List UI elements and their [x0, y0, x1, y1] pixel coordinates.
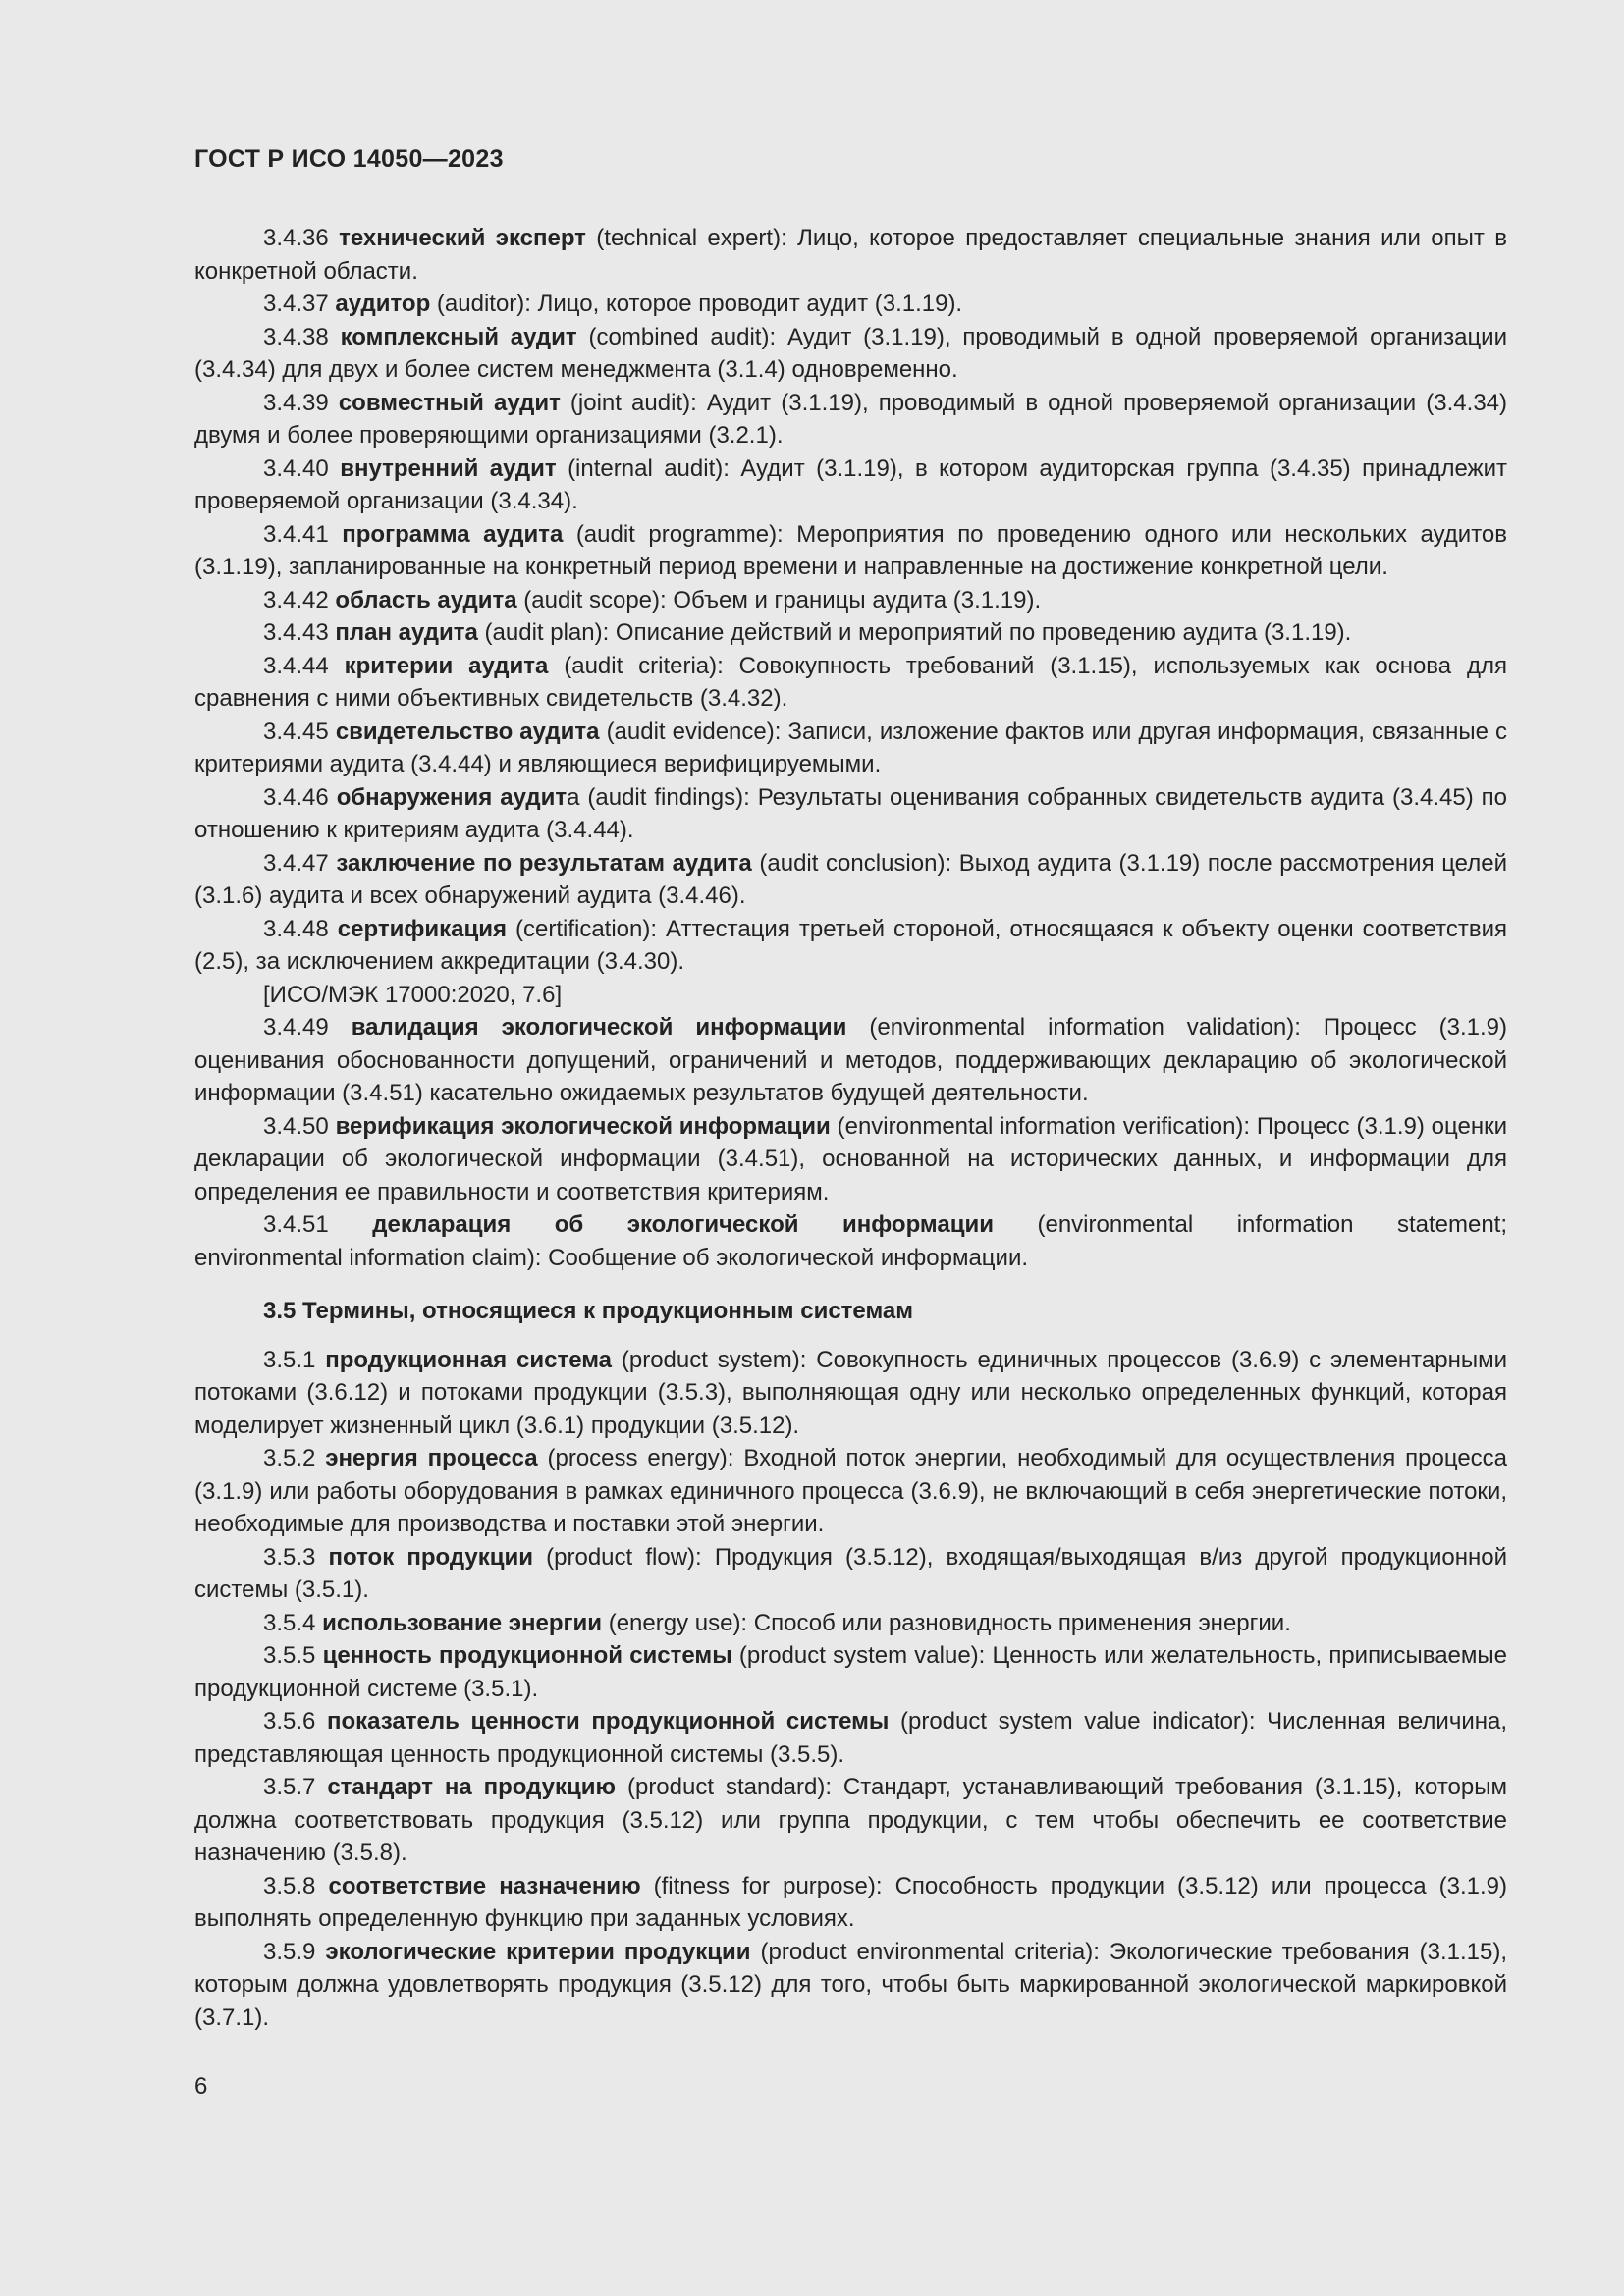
term-definition: (environmental information validation): Процесс (3.1.9) оценивания обоснованности допущений, ограничений и методов, поддерживающих декларацию об экологической информации (3.4.51) касательно ожидаемых результатов будущей деятельности.	[194, 1014, 1507, 1106]
term-title: использование энергии	[322, 1609, 603, 1636]
term-title: стандарт на продукцию	[327, 1774, 617, 1800]
term-definition: (product environmental criteria): Экологические требования (3.1.15), которым должна удовлетворять продукция (3.5.12) для того, чтобы быть маркированной экологической маркировкой (3.7.1).	[194, 1938, 1508, 2031]
term-definition: (process energy): Входной поток энергии, необходимый для осуществления процесса (3.1.9) или работы оборудования в рамках единичного процесса (3.6.9), не включающий в себя энергетические потоки, необходимые для производства и поставки этой энергии.	[194, 1445, 1508, 1537]
entry-number: 3.4.39	[263, 389, 329, 416]
entry-number: 3.5.3	[263, 1543, 316, 1571]
term-definition: (product standard): Стандарт, устанавливающий требования (3.1.15), которым должна соответствовать продукция (3.5.12) или группа продукции, с тем чтобы обеспечить ее соответствие назначению (3.5.8).	[194, 1774, 1507, 1866]
document-body	[194, 222, 1507, 2034]
entry-number: 3.5.1	[263, 1346, 316, 1373]
term-definition: (environmental information verification): Процесс (3.1.9) оценки декларации об экологической информации (3.4.51), основанной на исторических данных, и информации для определения ее правильности и соответствия критериям.	[194, 1112, 1508, 1205]
term-title: верификация экологической информации	[335, 1112, 831, 1140]
term-entry	[194, 222, 1507, 288]
entry-number: 3.5.8	[263, 1872, 316, 1899]
entry-number: 3.5.6	[263, 1708, 316, 1735]
term-entry	[194, 321, 1507, 387]
term-title: сертификация	[337, 915, 507, 942]
entry-number: 3.5.7	[263, 1774, 316, 1800]
term-entry	[194, 1607, 1507, 1640]
term-entry	[194, 453, 1507, 518]
term-entry	[194, 584, 1507, 617]
term-title: заключение по результатам аудита	[336, 849, 752, 877]
entry-number: 3.4.41	[263, 520, 329, 548]
term-definition: (energy use): Способ или разновидность применения энергии.	[602, 1609, 1291, 1636]
term-title: валидация экологической информации	[351, 1014, 847, 1041]
term-definition: (auditor): Лицо, которое проводит аудит (3.1.19).	[430, 291, 963, 317]
term-definition: (product system value): Ценность или желательность, приписываемые продукционной системе (3.5.1).	[194, 1642, 1507, 1702]
entry-number: 3.4.48	[263, 915, 329, 942]
term-entry	[194, 1442, 1507, 1541]
entry-number: 3.4.37	[263, 291, 329, 317]
term-definition: (internal audit): Аудит (3.1.19), в котором аудиторская группа (3.4.35) принадлежит проверяемой организации (3.4.34).	[194, 454, 1508, 514]
term-title: энергия процесса	[325, 1445, 538, 1471]
term-title: комплексный аудит	[340, 323, 577, 350]
entry-number: 3.4.51	[263, 1211, 329, 1238]
term-definition: (audit programme): Мероприятия по проведению одного или нескольких аудитов (3.1.19), запланированные на конкретный период времени и направленные на достижение конкретной цели.	[194, 520, 1508, 580]
term-definition: (audit scope): Объем и границы аудита (3.1.19).	[516, 586, 1042, 614]
term-definition: (product system): Совокупность единичных процессов (3.6.9) с элементарными потоками (3.6.12) и потоками продукции (3.5.3), выполняющая одну или несколько определенных функций, которая моделирует жизненный цикл (3.6.1) продукции (3.5.12).	[194, 1346, 1507, 1439]
entry-number: 3.4.50	[263, 1112, 329, 1140]
term-definition: (combined audit): Аудит (3.1.19), проводимый в одной проверяемой организации (3.4.34) для двух и более систем менеджмента (3.1.4) одновременно.	[194, 323, 1507, 383]
source-reference: [ИСО/МЭК 17000:2020, 7.6]	[263, 981, 563, 1008]
term-entry	[194, 1639, 1507, 1705]
term-title: ценность продукционной системы	[322, 1642, 732, 1669]
entries-3-4-part2	[194, 1011, 1507, 1208]
term-title: соответствие назначению	[328, 1872, 641, 1899]
term-title: экологические критерии продукции	[325, 1938, 751, 1965]
term-definition: а (audit findings): Результаты оценивания собранных свидетельств аудита (3.4.45) по отношению к критериям аудита (3.4.44).	[194, 783, 1507, 843]
document-header: ГОСТ Р ИСО 14050—2023	[194, 145, 504, 173]
term-title: аудитор	[335, 291, 431, 317]
term-title: продукционная система	[325, 1346, 613, 1373]
term-definition: (technical expert): Лицо, которое предоставляет специальные знания или опыт в конкретной области.	[194, 225, 1507, 285]
term-definition: (audit conclusion): Выход аудита (3.1.19) после рассмотрения целей (3.1.6) аудита и всех обнаружений аудита (3.4.46).	[194, 849, 1507, 909]
entry-number: 3.4.45	[263, 718, 329, 745]
entry-number: 3.4.46	[263, 783, 329, 811]
page-number: 6	[194, 2073, 208, 2100]
term-title: обнаружения аудит	[336, 783, 568, 811]
term-entry	[194, 616, 1507, 650]
term-title: область аудита	[335, 586, 517, 614]
term-entry	[194, 1870, 1507, 1936]
entry-number: 3.5.4	[263, 1609, 316, 1636]
term-entry	[194, 1110, 1507, 1209]
term-title: совместный аудит	[338, 389, 561, 416]
term-definition: (environmental information statement;	[993, 1211, 1507, 1238]
term-title: внутренний аудит	[340, 454, 557, 482]
entry-number: 3.4.36	[263, 225, 329, 251]
term-definition: (audit evidence): Записи, изложение фактов или другая информация, связанные с критериями аудита (3.4.44) и являющиеся верифицируемыми.	[194, 718, 1508, 777]
entry-number: 3.4.40	[263, 454, 329, 482]
entry-number: 3.4.49	[263, 1014, 329, 1041]
term-title: технический эксперт	[339, 225, 586, 251]
term-entry	[194, 781, 1507, 847]
term-entry	[194, 1344, 1507, 1443]
term-entry	[194, 650, 1507, 716]
entry-number: 3.5.5	[263, 1642, 316, 1669]
term-entry	[194, 913, 1507, 979]
entries-3-5	[194, 1344, 1507, 2035]
term-title: критерии аудита	[344, 652, 549, 679]
term-definition: (joint audit): Аудит (3.1.19), проводимый в одной проверяемой организации (3.4.34) двумя и более проверяющими организациями (3.2.1).	[194, 389, 1508, 449]
term-definition: (certification): Аттестация третьей стороной, относящаяся к объекту оценки соответствия (2.5), за исключением аккредитации (3.4.30).	[194, 915, 1507, 975]
term-entry	[194, 1771, 1507, 1870]
entry-number: 3.4.38	[263, 323, 329, 350]
term-title: показатель ценности продукционной системы	[327, 1708, 890, 1735]
term-definition-continued: environmental information claim): Сообщение об экологической информации.	[194, 1244, 1029, 1271]
term-entry	[194, 387, 1507, 453]
term-title: декларация об экологической информации	[372, 1211, 994, 1238]
entry-number: 3.4.42	[263, 586, 329, 614]
term-entry	[194, 1705, 1507, 1771]
entry-number: 3.4.44	[263, 652, 329, 679]
entry-number: 3.5.9	[263, 1938, 316, 1965]
section-heading: 3.5 Термины, относящиеся к продукционным системам	[263, 1298, 914, 1324]
term-entry-3-4-51	[194, 1208, 1507, 1274]
term-entry	[194, 847, 1507, 913]
term-title: план аудита	[335, 619, 478, 646]
term-definition: (audit plan): Описание действий и мероприятий по проведению аудита (3.1.19).	[477, 619, 1352, 646]
term-definition: (product system value indicator): Численная величина, представляющая ценность продукционной системы (3.5.5).	[194, 1708, 1508, 1768]
term-title: программа аудита	[342, 520, 564, 548]
term-title: свидетельство аудита	[335, 718, 600, 745]
entry-number: 3.4.47	[263, 849, 329, 877]
term-title: поток продукции	[328, 1543, 534, 1571]
term-definition: (audit criteria): Совокупность требований (3.1.15), используемых как основа для сравнения с ними объективных свидетельств (3.4.32).	[194, 652, 1508, 712]
term-entry	[194, 518, 1507, 584]
term-entry	[194, 716, 1507, 781]
term-entry	[194, 288, 1507, 321]
term-entry	[194, 1936, 1507, 2035]
term-entry	[194, 1011, 1507, 1110]
term-definition: (product flow): Продукция (3.5.12), входящая/выходящая в/из другой продукционной системы (3.5.1).	[194, 1543, 1508, 1603]
term-definition: (fitness for purpose): Способность продукции (3.5.12) или процесса (3.1.9) выполнять определенную функцию при заданных условиях.	[194, 1872, 1507, 1932]
term-entry	[194, 1541, 1507, 1607]
entries-3-4-part1	[194, 222, 1507, 979]
entry-number: 3.5.2	[263, 1445, 316, 1471]
entry-number: 3.4.43	[263, 619, 329, 646]
